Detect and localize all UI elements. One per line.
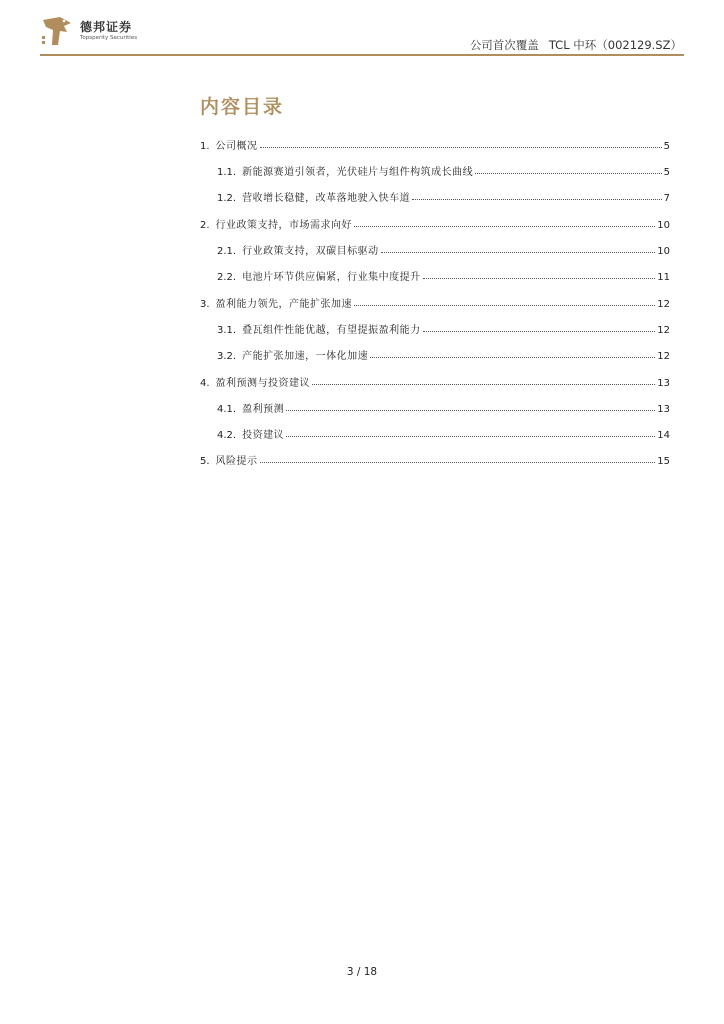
toc-entry-page: 14 bbox=[657, 430, 670, 441]
toc-entry-text: 叠瓦组件性能优越，有望提振盈利能力 bbox=[242, 325, 421, 336]
toc-leader-dots bbox=[412, 199, 662, 200]
toc-entry-text: 盈利预测 bbox=[242, 404, 285, 415]
toc-entry-text: 产能扩张加速，一体化加速 bbox=[242, 351, 369, 362]
toc-entry-text: 营收增长稳健，改革落地驶入快车道 bbox=[242, 193, 411, 204]
toc-entry-text: 行业政策支持，市场需求向好 bbox=[215, 220, 353, 231]
toc-entry-page: 13 bbox=[657, 404, 670, 415]
toc-entry-page: 12 bbox=[657, 325, 670, 336]
toc-entry-text: 投资建议 bbox=[242, 430, 285, 441]
toc-entry[interactable] bbox=[217, 423, 670, 441]
toc-leader-dots bbox=[475, 173, 662, 174]
toc-entry-number: 4.2. bbox=[217, 430, 237, 441]
toc-entry-page: 11 bbox=[657, 272, 670, 283]
toc-leader-dots bbox=[260, 147, 662, 148]
toc-leader-dots bbox=[370, 357, 655, 358]
toc-entry[interactable] bbox=[217, 318, 670, 336]
report-type: 公司首次覆盖 bbox=[469, 38, 539, 52]
toc-entry[interactable] bbox=[217, 265, 670, 283]
toc-entry-number: 2.1. bbox=[217, 246, 237, 257]
toc-leader-dots bbox=[381, 252, 656, 253]
toc-leader-dots bbox=[312, 384, 655, 385]
toc-entry-page: 5 bbox=[663, 141, 670, 152]
toc-leader-dots bbox=[423, 331, 656, 332]
toc-entry-text: 行业政策支持，双碳目标驱动 bbox=[242, 246, 379, 257]
toc-leader-dots bbox=[354, 226, 655, 227]
toc-entry[interactable] bbox=[200, 134, 670, 152]
toc-entry-page: 10 bbox=[657, 220, 670, 231]
toc-entry-text: 盈利能力领先，产能扩张加速 bbox=[215, 299, 353, 310]
company-logo bbox=[40, 14, 140, 52]
toc-entry-number: 1. bbox=[200, 141, 210, 152]
header-divider bbox=[40, 54, 684, 56]
toc-entry[interactable] bbox=[217, 344, 670, 362]
toc-entry-page: 7 bbox=[663, 193, 670, 204]
logo-text-cn: 德邦证券 bbox=[80, 20, 133, 34]
toc-entry-number: 3. bbox=[200, 299, 210, 310]
toc-leader-dots bbox=[286, 410, 655, 411]
toc-entry-text: 新能源赛道引领者，光伏硅片与组件构筑成长曲线 bbox=[242, 167, 474, 178]
logo-mark-icon bbox=[40, 14, 74, 50]
toc-entry[interactable] bbox=[217, 397, 670, 415]
toc-entry-page: 13 bbox=[657, 378, 670, 389]
toc-entry-text: 盈利预测与投资建议 bbox=[215, 378, 311, 389]
toc-entry-text: 电池片环节供应偏紧，行业集中度提升 bbox=[242, 272, 421, 283]
toc-entry-number: 3.1. bbox=[217, 325, 237, 336]
toc-entry-page: 12 bbox=[657, 351, 670, 362]
page-number: 3 / 18 bbox=[346, 966, 378, 978]
toc-entry[interactable] bbox=[200, 213, 670, 231]
toc-entry[interactable] bbox=[200, 292, 670, 310]
company-name: TCL 中环（002129.SZ） bbox=[548, 38, 682, 52]
toc-leader-dots bbox=[286, 436, 655, 437]
toc-entry-number: 2. bbox=[200, 220, 210, 231]
toc-leader-dots bbox=[423, 278, 656, 279]
toc-leader-dots bbox=[260, 462, 656, 463]
toc-entry-text: 风险提示 bbox=[215, 456, 258, 467]
toc-entry-number: 4.1. bbox=[217, 404, 237, 415]
toc-entry-page: 12 bbox=[657, 299, 670, 310]
toc-entry-page: 10 bbox=[657, 246, 670, 257]
toc-entry[interactable] bbox=[217, 239, 670, 257]
page-header bbox=[0, 0, 724, 60]
toc-entry-page: 15 bbox=[657, 456, 670, 467]
toc-entry[interactable] bbox=[200, 449, 670, 467]
toc-entry-number: 3.2. bbox=[217, 351, 237, 362]
logo-text-en: Topsperity Securities bbox=[80, 35, 138, 41]
toc-entry-page: 5 bbox=[663, 167, 670, 178]
toc-entry[interactable] bbox=[217, 186, 670, 204]
toc-entry-number: 4. bbox=[200, 378, 210, 389]
toc-entry-number: 1.2. bbox=[217, 193, 237, 204]
toc-entry-number: 5. bbox=[200, 456, 210, 467]
toc-entry-number: 1.1. bbox=[217, 167, 237, 178]
toc-title: 内容目录 bbox=[200, 96, 285, 118]
header-report-info bbox=[470, 37, 682, 53]
toc-entry-text: 公司概况 bbox=[215, 141, 258, 152]
toc-leader-dots bbox=[354, 305, 655, 306]
toc-entry[interactable] bbox=[217, 160, 670, 178]
toc-entry-number: 2.2. bbox=[217, 272, 237, 283]
toc-entry[interactable] bbox=[200, 371, 670, 389]
